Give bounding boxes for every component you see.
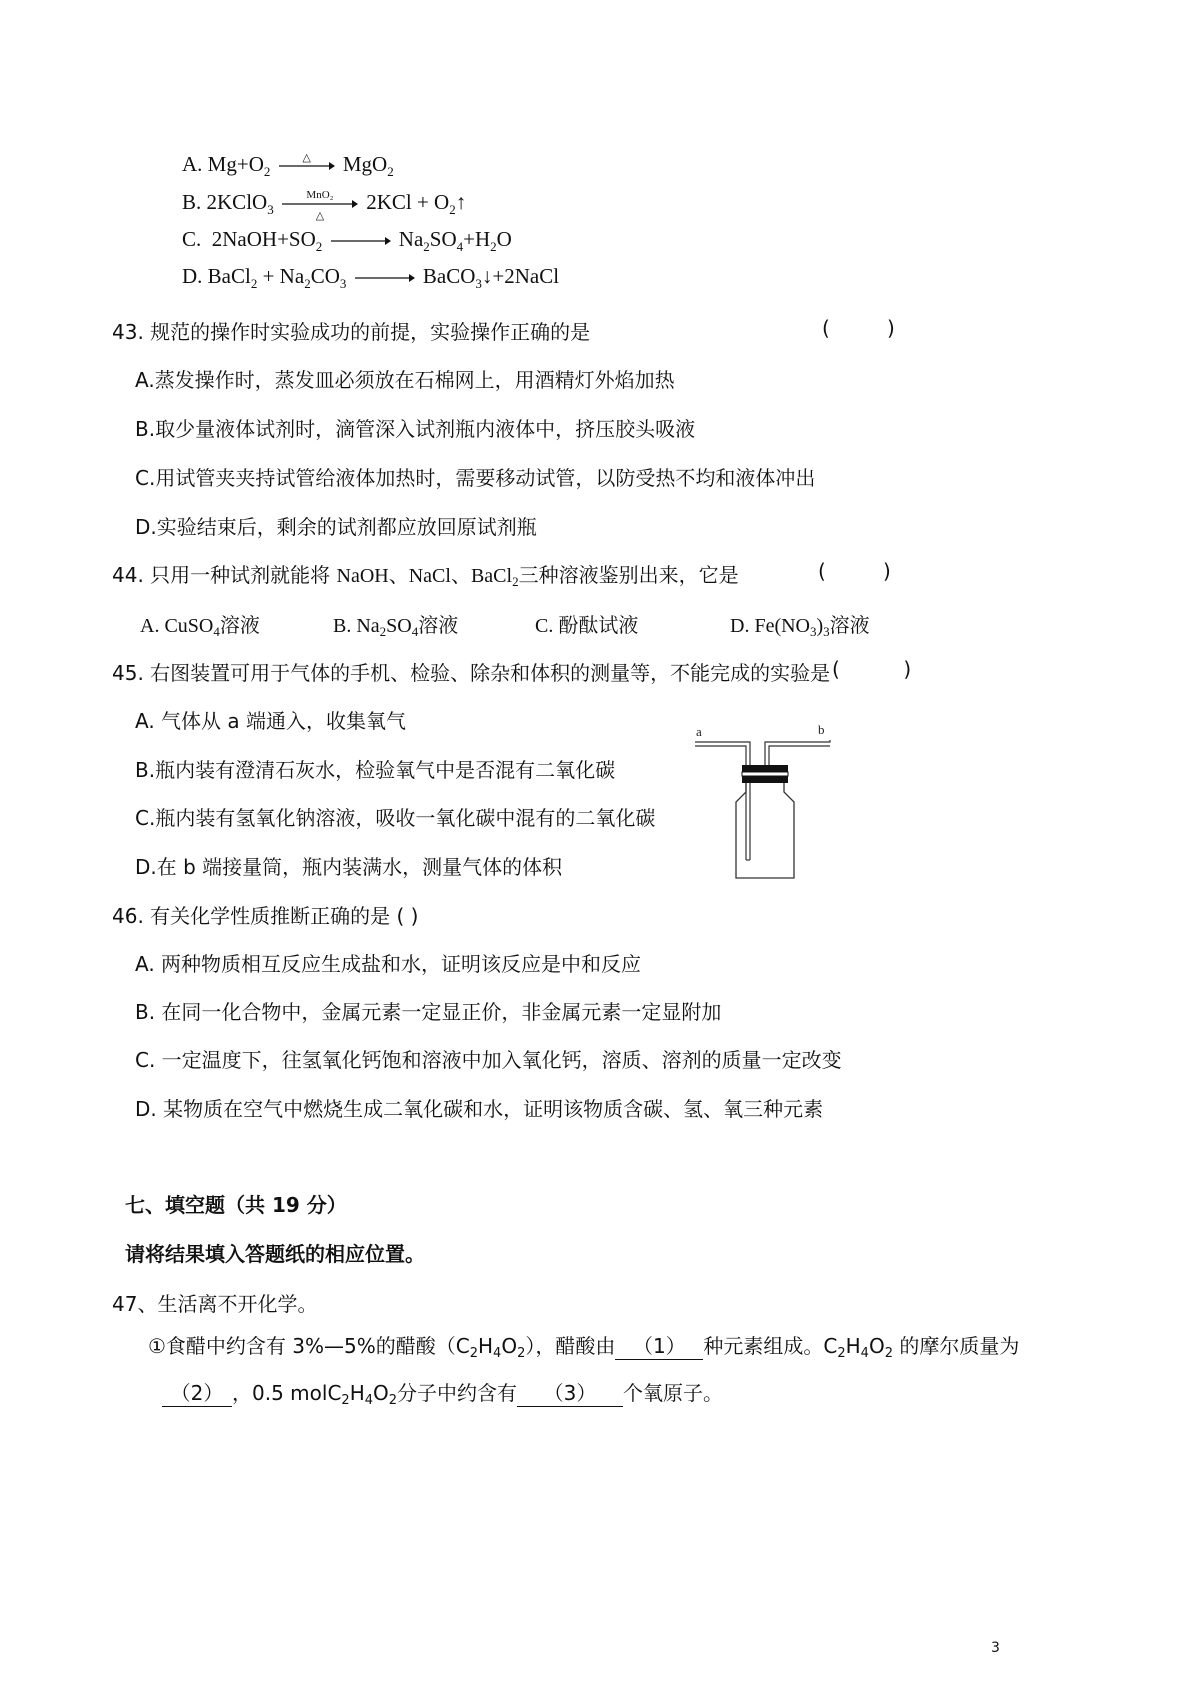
reaction-arrow: [331, 236, 391, 246]
reaction-arrow: MnO₂ △: [282, 199, 358, 209]
option-43-b: B.取少量液体试剂时，滴管深入试剂瓶内液体中，挤压胶头吸液: [135, 417, 696, 441]
question-43-stem: 43. 规范的操作时实验成功的前提，实验操作正确的是: [112, 320, 591, 344]
equation-d: D. BaCl$_2$ + $Na_2CO_3$ BaCO$_3$↓+2NaCl: [182, 264, 560, 291]
answer-paren-43[interactable]: ( ): [822, 316, 895, 340]
option-44-a: A. CuSO$_4$溶液: [140, 615, 260, 639]
option-46-a: A. 两种物质相互反应生成盐和水，证明该反应是中和反应: [135, 952, 642, 976]
option-45-b: B.瓶内装有澄清石灰水，检验氧气中是否混有二氧化碳: [135, 758, 616, 782]
option-45-a: A. 气体从 a 端通入，收集氧气: [135, 709, 407, 733]
question-47-stem: 47、生活离不开化学。: [112, 1292, 318, 1316]
answer-paren-44[interactable]: ( ): [818, 559, 891, 583]
question-46-stem: 46. 有关化学性质推断正确的是 ( ): [112, 904, 419, 928]
reaction-arrow: [355, 273, 415, 283]
section-7-instruction: 请将结果填入答题纸的相应位置。: [125, 1242, 425, 1266]
question-45-stem: 45. 右图装置可用于气体的手机、检验、除杂和体积的测量等，不能完成的实验是: [112, 661, 831, 685]
answer-blank-1[interactable]: （1）: [615, 1330, 703, 1360]
option-46-d: D. 某物质在空气中燃烧生成二氧化碳和水，证明该物质含碳、氢、氧三种元素: [135, 1097, 824, 1121]
option-45-c: C.瓶内装有氢氧化钠溶液，吸收一氧化碳中混有的二氧化碳: [135, 806, 656, 830]
option-43-a: A.蒸发操作时，蒸发皿必须放在石棉网上，用酒精灯外焰加热: [135, 368, 675, 392]
equation-a: A. $Mg+O_2$ △ MgO$_2$: [182, 152, 394, 179]
option-46-c: C. 一定温度下，往氢氧化钙饱和溶液中加入氧化钙，溶质、溶剂的质量一定改变: [135, 1048, 842, 1072]
answer-blank-3[interactable]: （3）: [517, 1377, 623, 1407]
reaction-arrow: △: [279, 161, 335, 171]
option-46-b: B. 在同一化合物中，金属元素一定显正价，非金属元素一定显附加: [135, 1000, 722, 1024]
option-44-d: D. $Fe(NO_3)_3$溶液: [730, 615, 870, 639]
question-47-line-2: （2） ，0.5 $molC_2H_4O_2$分子中约含有 （3） 个氧原子。: [162, 1377, 723, 1408]
question-44-stem: 44. 只用一种试剂就能将 NaOH、NaCl、BaCl$_2$三种溶液鉴别出来，它是: [112, 563, 739, 589]
option-44-c: C. 酚酞试液: [535, 615, 639, 637]
page-number: 3: [991, 1640, 1000, 1656]
option-45-d: D.在 b 端接量筒，瓶内装满水，测量气体的体积: [135, 855, 563, 879]
answer-paren-45[interactable]: ( ): [832, 657, 912, 681]
question-47-line-1: ①食醋中约含有 3%—5%的醋酸$(C_2H_4O_2)$，醋酸由 （1） 种元素组成。$C_2H_4O_2$ 的摩尔质量为: [148, 1330, 1019, 1361]
option-43-d: D.实验结束后，剩余的试剂都应放回原试剂瓶: [135, 515, 537, 539]
equation-b: B. 2KClO$_3$ MnO₂ △ $2KCl + O_2↑$: [182, 189, 467, 223]
option-43-c: C.用试管夹夹持试管给液体加热时，需要移动试管，以防受热不均和液体冲出: [135, 466, 816, 490]
figure-label-b: b: [818, 722, 825, 737]
section-7-title: 七、填空题（共 19 分）: [125, 1193, 347, 1217]
answer-blank-2[interactable]: （2）: [162, 1377, 232, 1407]
equation-c: C. $2NaOH+SO_2$ $Na_2SO_4+H_2O$: [182, 227, 512, 254]
gas-bottle-figure: [690, 720, 840, 890]
option-44-b: B. $Na_2SO_4$溶液: [333, 615, 459, 639]
figure-label-a: a: [696, 724, 702, 739]
